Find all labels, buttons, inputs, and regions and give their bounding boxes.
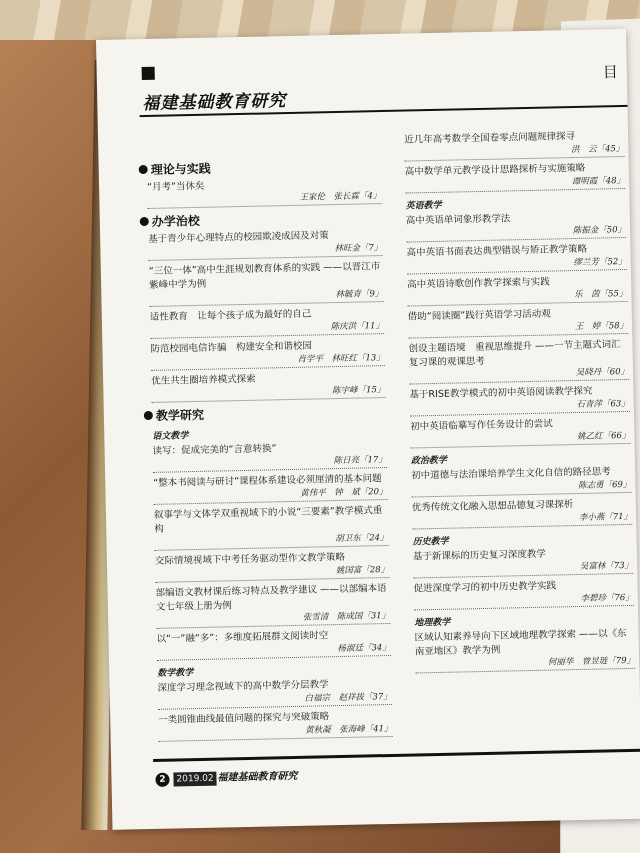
toc-entry[interactable] [155,550,390,583]
article-title: 交际情境视域下中考任务驱动型作文教学策略 [154,551,346,567]
toc-entry[interactable] [151,370,386,403]
article-author-page: 姚国富「28」 [155,564,389,583]
article-title: 以“一”融“多”：多维度拓展群文阅读时空 [156,630,329,645]
article-title: 高中英语书面表达典型错误与矫正教学策略 [406,243,588,259]
article-title: 基于青少年心理特点的校园欺凌成因及对策 [148,230,329,245]
bullet-icon [139,165,148,174]
article-title: 近几年高考数学全国卷零点问题规律探寻 [404,130,576,146]
toc-entry[interactable] [155,582,390,629]
subject-heading: 历史教学 [412,536,449,548]
toc-entry[interactable] [409,384,630,417]
article-author-page: 白福宗 赵祥拔「37」 [158,691,392,710]
article-title: 高中英语诗歌创作教学探索与实践 [407,276,550,291]
article-author-page: 林毓青「9」 [149,288,383,307]
page-number: 2 [155,773,169,787]
article-author-page: 王家伦 张长霖「4」 [147,190,381,209]
section-heading [144,402,386,424]
article-title: 优秀传统文化融入思想品德复习课探析 [411,499,574,514]
toc-entry[interactable] [408,338,629,385]
article-author-page: 胡卫东「24」 [154,532,388,551]
article-author-page: 王 婷「58」 [408,320,628,339]
contents-column-left [138,152,392,746]
toc-entry[interactable] [150,338,385,371]
article-author-page: 何丽华 曾昱琏「79」 [415,655,635,674]
footer-journal-title: 福建基础教育研究 [217,770,298,784]
article-title: 初中英语临摹写作任务设计的尝试 [410,418,553,433]
toc-entry[interactable] [413,578,634,611]
section-label: 教学研究 [155,407,205,423]
article-author-page: 黄秋凝 张海峰「41」 [158,723,392,742]
toc-entry[interactable] [406,210,627,243]
toc-entry[interactable] [157,677,392,710]
toc-entry[interactable] [414,627,635,674]
article-author-page: 姚乙红「66」 [410,430,630,449]
article-title: “月考”当休矣 [146,180,205,193]
toc-entry[interactable] [410,416,631,449]
article-author-page: 杨淑廷「34」 [157,642,391,661]
toc-entry[interactable] [156,628,391,661]
article-author-page: 陈庆洪「11」 [150,320,384,339]
article-author-page: 吴富林「73」 [413,560,633,579]
article-author-page: 黄伟平 钟 斌「20」 [153,486,387,505]
toc-entry[interactable] [407,274,628,307]
toc-entry[interactable] [406,242,627,275]
article-author-page: 陈宇峰「15」 [151,384,385,403]
toc-entry[interactable] [147,176,382,209]
issue-label: 2019.02 [173,772,217,787]
article-title: “三位一体”高中生涯规划教育体系的实践 ——以晋江市紫峰中学为例 [148,261,381,291]
toc-entry[interactable] [408,306,629,339]
article-title: 创设主题语境 重视思维提升 ——一节主题式词汇复习课的观课思考 [408,339,621,369]
toc-entry[interactable] [149,260,384,307]
article-title: 高中数学单元教学设计思路探析与实施策略 [404,162,586,178]
header-square-mark [142,67,155,80]
article-author-page: 陈振金「50」 [406,224,626,243]
article-title: 促进深度学习的初中历史教学实践 [413,580,557,595]
article-title: “整本书阅读与研讨”课程体系建设必须厘清的基本问题 [153,473,382,489]
article-title: 适性教育 让每个孩子成为最好的自己 [149,308,312,323]
contents-heading: 目 [602,63,618,82]
article-title: 区域认知素养导向下区域地理教学探索 ——以《东南亚地区》教学为例 [414,628,627,658]
toc-entry[interactable] [405,161,626,194]
article-author-page: 肖学平 林旺红「13」 [151,352,385,371]
article-title: 借助“阅读圈”践行英语学习活动观 [407,308,551,323]
article-author-page: 张雪清 陈成国「31」 [156,610,390,629]
article-title: 叙事学与文体学双重视域下的小说“三要素”教学模式重构 [153,505,383,535]
subject-heading: 政治教学 [410,455,448,467]
article-author-page: 陈日亮「17」 [153,454,387,473]
article-title: 基于新课标的历史复习深度教学 [412,548,546,563]
journal-title: 福建基础教育研究 [142,91,287,115]
section-heading [139,156,381,178]
toc-entry[interactable] [154,504,389,551]
subject-heading: 数学教学 [157,668,194,679]
article-title: 防范校园电信诈骗 构建安全和谐校园 [150,340,313,355]
article-author-page: 陈志勇「69」 [411,479,631,498]
article-author-page: 缪兰芳「52」 [407,256,627,275]
article-title: 部编语文教材课后练习特点及教学建议 ——以部编本语文七年级上册为例 [155,583,387,613]
article-author-page: 吴晓丹「60」 [409,366,629,385]
footer-rule [153,749,640,762]
article-author-page: 乐 茵「55」 [407,288,627,307]
toc-entry[interactable] [148,228,383,261]
subject-heading: 英语教学 [405,200,442,212]
article-title: 一类圆锥曲线最值问题的探究与突破策略 [158,711,330,726]
contents-page [96,29,640,830]
article-title: 深度学习理念视域下的高中数学分层教学 [157,679,329,694]
article-title: 基于RISE教学模式的初中英语阅读教学探究 [409,385,593,401]
toc-entry[interactable] [412,497,633,530]
section-label: 理论与实践 [150,161,211,177]
bullet-icon [140,217,149,226]
article-title: 优生共生圈培养模式探索 [151,373,256,387]
article-author-page: 李碧珍「76」 [414,592,634,611]
toc-entry[interactable] [158,709,393,742]
section-label: 办学治校 [151,213,200,229]
subject-heading: 语文教学 [152,431,189,442]
article-title: 高中英语单词象形教学法 [405,213,511,227]
article-author-page: 谭明霞「48」 [405,175,625,194]
contents-column-right [396,129,635,678]
article-author-page: 石青萍「63」 [410,398,630,417]
toc-entry[interactable] [150,306,385,339]
toc-entry[interactable] [404,129,625,162]
article-title: 读写：促成完美的“言意转换” [152,443,277,457]
subject-heading: 地理教学 [414,617,451,629]
toc-entry[interactable] [152,440,387,473]
article-author-page: 林旺金「7」 [148,242,382,261]
article-title: 初中道德与法治课培养学生文化自信的路径思考 [411,466,611,482]
article-author-page: 李小燕「71」 [412,511,632,530]
bullet-icon [144,411,153,420]
article-author-page: 洪 云「45」 [404,143,624,162]
toc-entry[interactable] [153,472,388,505]
toc-entry[interactable] [413,546,634,579]
toc-entry[interactable] [411,465,632,498]
section-heading [140,208,382,230]
